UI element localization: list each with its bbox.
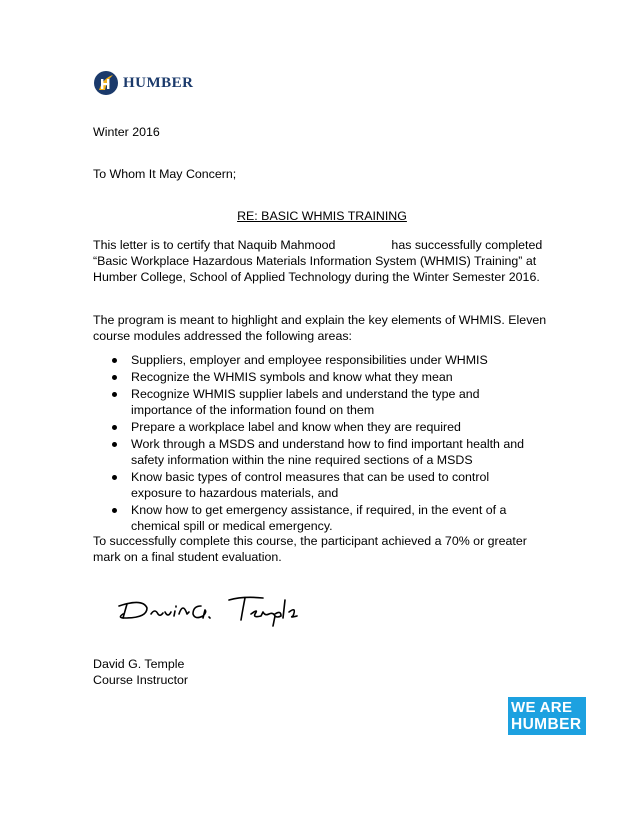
subject-text: RE: BASIC WHMIS TRAINING: [237, 209, 407, 223]
bullet-icon: [112, 375, 117, 380]
program-intro: The program is meant to highlight and explain the key elements of WHMIS. Eleven course modules addressed the following areas:: [93, 313, 547, 343]
list-item: Work through a MSDS and understand how to find important health and safety information within the nine required sections of a MSDS: [93, 436, 543, 468]
instructor-name: David G. Temple: [93, 657, 185, 671]
list-item: Suppliers, employer and employee responsibilities under WHMIS: [93, 352, 543, 368]
badge-line2: HUMBER: [511, 716, 582, 733]
signature: [113, 592, 303, 632]
instructor-title: Course Instructor: [93, 673, 189, 687]
list-item: Know how to get emergency assistance, if required, in the event of a chemical spill or medical emergency.: [93, 502, 543, 534]
letter-date: Winter 2016: [93, 125, 160, 139]
participant-name: Naquib Mahmood: [237, 238, 336, 252]
list-item: Recognize WHMIS supplier labels and understand the type and importance of the information found on them: [93, 386, 543, 418]
list-item: Prepare a workplace label and know when they are required: [93, 419, 543, 435]
bullet-icon: [112, 442, 117, 447]
certify-rest: completed “Basic Workplace Hazardous Materials Information System (WHMIS) Training” at Humber College, School of Applied Technology during the Winter Semester 2016.: [93, 238, 543, 284]
certify-prefix: This letter is to certify that: [93, 238, 238, 252]
list-item: Recognize the WHMIS symbols and know what they mean: [93, 369, 543, 385]
humber-logo: [93, 69, 194, 97]
bullet-icon: [112, 508, 117, 513]
letter-greeting: To Whom It May Concern;: [93, 167, 237, 181]
bullet-icon: [112, 425, 117, 430]
humber-shield-icon: [93, 70, 119, 96]
certify-suffix: has successfully: [391, 238, 482, 252]
we-are-humber-badge: [508, 697, 586, 735]
logo-wordmark: HUMBER: [123, 74, 194, 91]
completion-paragraph: To successfully complete this course, the participant achieved a 70% or greater mark on a final student evaluation.: [93, 534, 527, 564]
badge-line1: WE ARE: [511, 699, 573, 716]
module-list: [93, 352, 543, 535]
bullet-icon: [112, 358, 117, 363]
letter-subject: [0, 208, 638, 224]
bullet-icon: [112, 475, 117, 480]
list-item: Know basic types of control measures that can be used to control exposure to hazardous materials, and: [93, 469, 543, 501]
certification-paragraph: [93, 237, 553, 285]
bullet-icon: [112, 392, 117, 397]
